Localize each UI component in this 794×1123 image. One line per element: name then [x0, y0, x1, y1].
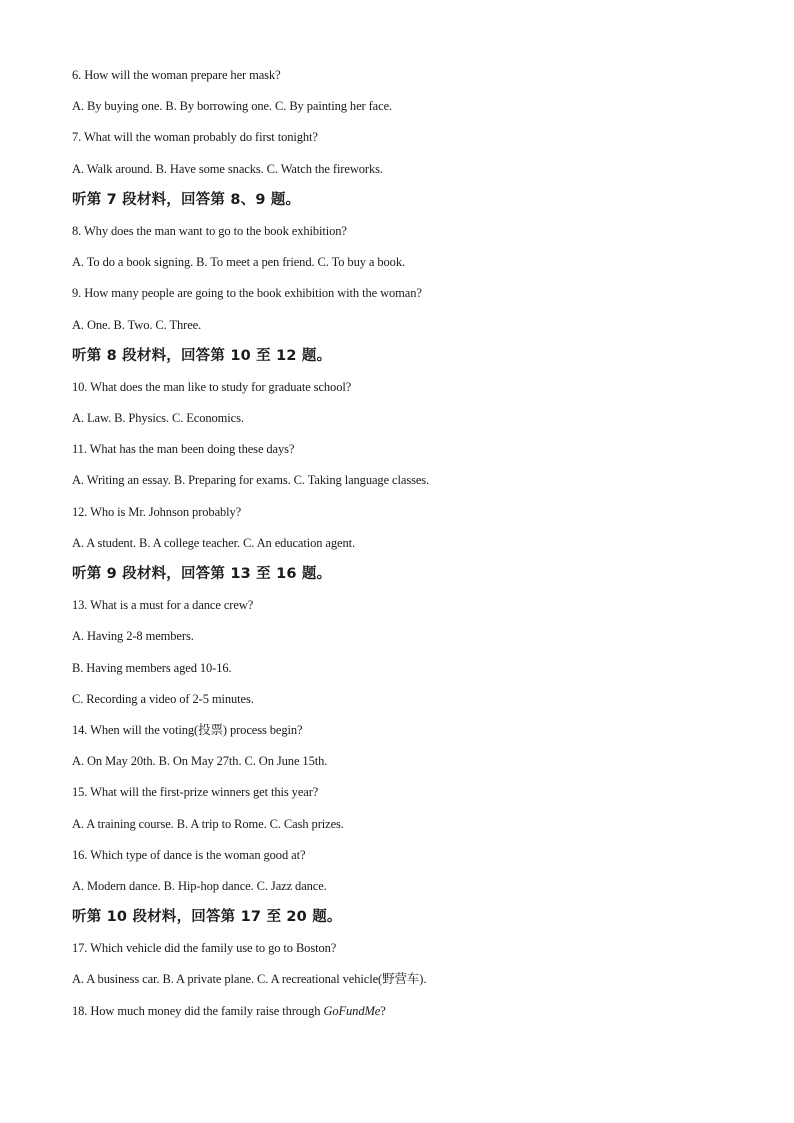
answer-options-14: A. On May 20th. B. On May 27th. C. On June 15th. [72, 754, 328, 769]
question-17: 17. Which vehicle did the family use to go to Boston? [72, 941, 337, 956]
answer-options-15: A. A training course. B. A trip to Rome. C. Cash prizes. [72, 816, 344, 831]
exam-page [72, 60, 732, 1027]
question-8: 8. Why does the man want to go to the book exhibition? [72, 223, 347, 238]
answer-options-11: A. Writing an essay. B. Preparing for exams. C. Taking language classes. [72, 473, 430, 488]
section-heading-10: 听第 10 段材料，回答第 17 至 20 题。 [72, 909, 342, 926]
question-14: 14. When will the voting(投票) process begin? [72, 722, 303, 737]
answer-options-10: A. Law. B. Physics. C. Economics. [72, 411, 244, 426]
question-16: 16. Which type of dance is the woman good at? [72, 847, 306, 862]
answer-options-7: A. Walk around. B. Have some snacks. C. Watch the fireworks. [72, 161, 383, 176]
answer-options-8: A. To do a book signing. B. To meet a pen friend. C. To buy a book. [72, 255, 406, 270]
answer-options-6: A. By buying one. B. By borrowing one. C. By painting her face. [72, 99, 393, 114]
answer-option-13a: A. Having 2-8 members. [72, 629, 194, 644]
answer-options-12: A. A student. B. A college teacher. C. An education agent. [72, 535, 356, 550]
section-heading-7: 听第 7 段材料，回答第 8、9 题。 [72, 191, 301, 208]
answer-options-17: A. A business car. B. A private plane. C. A recreational vehicle(野营车). [72, 972, 427, 987]
answer-option-13b: B. Having members aged 10-16. [72, 660, 232, 675]
question-7: 7. What will the woman probably do first tonight? [72, 130, 318, 145]
section-heading-9: 听第 9 段材料，回答第 13 至 16 题。 [72, 566, 332, 582]
question-18: 18. How much money did the family raise through GoFundMe? [72, 1003, 386, 1018]
question-13: 13. What is a must for a dance crew? [72, 598, 254, 613]
question-10: 10. What does the man like to study for graduate school? [72, 379, 352, 394]
question-15: 15. What will the first-prize winners get this year? [72, 785, 319, 800]
gofundme-title: GoFundMe [323, 1003, 381, 1018]
question-12: 12. Who is Mr. Johnson probably? [72, 504, 242, 519]
question-11: 11. What has the man been doing these days? [72, 442, 295, 457]
answer-options-9: A. One. B. Two. C. Three. [72, 317, 202, 332]
answer-options-16: A. Modern dance. B. Hip-hop dance. C. Jazz dance. [72, 878, 327, 893]
question-6: 6. How will the woman prepare her mask? [72, 68, 281, 82]
section-heading-8: 听第 8 段材料，回答第 10 至 12 题。 [72, 347, 332, 364]
question-9: 9. How many people are going to the book exhibition with the woman? [72, 286, 422, 301]
answer-option-13c: C. Recording a video of 2-5 minutes. [72, 691, 254, 706]
